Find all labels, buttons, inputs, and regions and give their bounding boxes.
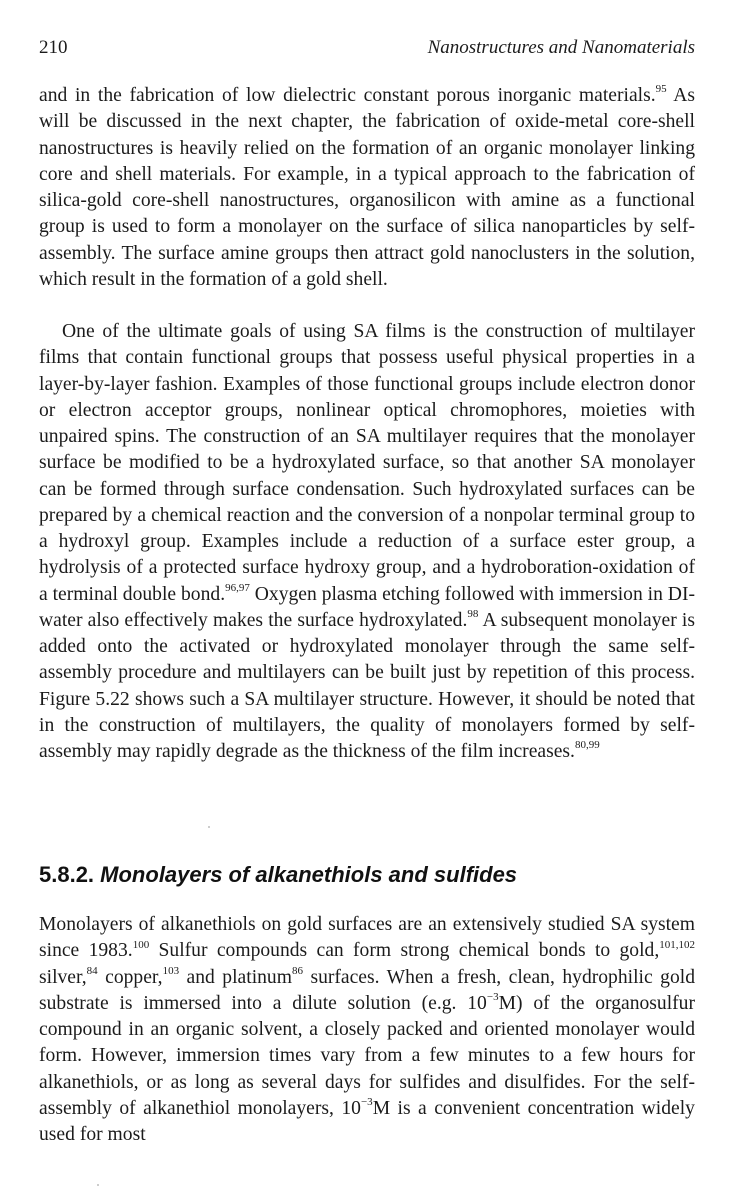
citation-superscript: −3: [486, 991, 499, 1004]
paragraph-text: silver,: [39, 966, 87, 988]
body-paragraph-3-block: [39, 912, 695, 1148]
paragraph-text: and platinum: [179, 966, 292, 988]
body-paragraph: [39, 912, 695, 1148]
citation-superscript: 84: [86, 964, 98, 977]
paragraph-text: and in the fabrication of low dielectric constant porous inorganic materials.: [39, 85, 656, 106]
body-paragraph: [39, 319, 695, 765]
citation-superscript: 80,99: [574, 739, 600, 752]
citation-superscript: 98: [467, 608, 479, 621]
paragraph-text: Sulfur compounds can form strong chemical bonds to gold,: [149, 940, 660, 962]
citation-superscript: 96,97: [225, 581, 250, 594]
page-number: 210: [39, 37, 68, 58]
paragraph-text: copper,: [97, 966, 163, 988]
paragraph-text: One of the ultimate goals of using SA films is the construction of multilayer films that contain functional groups that possess useful physical properties in a layer-by-layer fashion. Examples of those functional groups include electron donor or electron acceptor groups, nonlinear optical chromophores, moieties with unpaired spins. The construction of an SA multilayer requires that the monolayer surface be modified to be a hydroxylated surface, so that another SA monolayer can be formed through surface condensation. Such hydroxylated surfaces can be prepared by a chemical reaction and the conversion of a nonpolar terminal group to a hydroxyl group. Examples include a reduction of a surface ester group, a hydrolysis of a protected surface hydroxy group, and a hydroboration-oxidation of a terminal double bond.: [39, 321, 695, 605]
body-paragraph: [39, 83, 695, 293]
citation-superscript: 101,102: [659, 938, 695, 951]
citation-superscript: 100: [132, 938, 150, 951]
body-paragraph-1-block: [39, 83, 695, 293]
paragraph-text: surfaces. When a fresh, clean, hydrophilic gold substrate is immersed into a dilute solution (e.g. 10: [39, 966, 695, 1014]
citation-superscript: 86: [291, 964, 303, 977]
scan-speck: [97, 1184, 99, 1186]
running-title: Nanostructures and Nanomaterials: [427, 37, 695, 58]
citation-superscript: −3: [360, 1096, 373, 1109]
page-header: [39, 35, 695, 61]
paragraph-text: As will be discussed in the next chapter, the fabrication of oxide-metal core-shell nanostructures is heavily relied on the formation of an organic monolayer linking core and shell materials. For example, in a typical approach to the fabrication of silica-gold core-shell nanostructures, organosilicon with amine as a functional group is used to form a monolayer on the surface of silica nanoparticles by self-assembly. The surface amine groups then attract gold nanoclusters in the solution, which result in the formation of a gold shell.: [39, 85, 695, 290]
body-paragraph-2-block: [39, 319, 695, 765]
citation-superscript: 95: [655, 83, 667, 96]
section-number: 5.8.2.: [39, 862, 95, 887]
paragraph-text: A subsequent monolayer is added onto the activated or hydroxylated monolayer through the same self-assembly procedure and multilayers can be built just by repetition of this process. Figure 5.22 shows such a SA multilayer structure. However, it should be noted that in the construction of multilayers, the quality of monolayers formed by self-assembly may rapidly degrade as the thickness of the film increases.: [39, 609, 695, 762]
citation-superscript: 103: [162, 964, 180, 977]
paragraph-text: M) of the organosulfur compound in an organic solvent, a closely packed and oriented monolayer would form. However, immersion times vary from a few minutes to a few hours for alkanethiols, or as long as several days for sulfides and disulfides. For the self-assembly of alkanethiol monolayers, 10: [39, 992, 695, 1119]
section-title: Monolayers of alkanethiols and sulfides: [100, 862, 518, 887]
paragraph-text: M is a convenient concentration widely used for most: [39, 1097, 695, 1145]
paragraph-text: Monolayers of alkanethiols on gold surfaces are an extensively studied SA system since 1983.: [39, 914, 695, 962]
paragraph-text: Oxygen plasma etching followed with immersion in DI-water also effectively makes the surface hydroxylated.: [39, 583, 695, 631]
section-heading: [39, 861, 695, 889]
scan-speck: [208, 826, 210, 828]
